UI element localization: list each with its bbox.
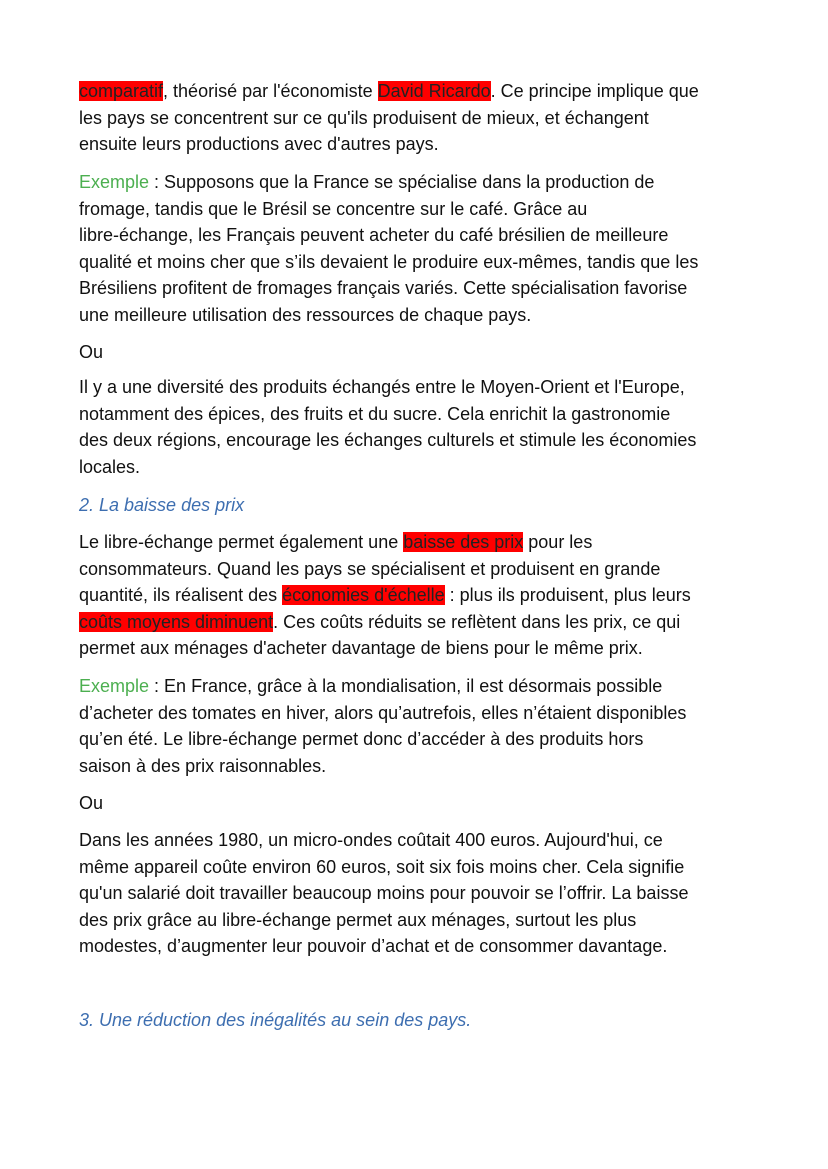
text-segment: Le libre-échange permet également une <box>79 532 404 552</box>
text-line <box>79 827 779 854</box>
text-segment: les pays se concentrent sur ce qu'ils produisent de mieux, et échangent <box>79 107 649 128</box>
text-segment: notamment des épices, des fruits et du sucre. Cela enrichit la gastronomie <box>79 403 671 424</box>
text-segment: consommateurs. Quand les pays se spécialisent et produisent en grande <box>79 558 661 579</box>
text-line <box>79 700 779 727</box>
text-segment: Brésiliens profitent de fromages français variés. Cette spécialisation favorise <box>79 278 688 299</box>
text-line <box>79 635 779 662</box>
text-segment: qu'un salarié doit travailler beaucoup moins pour pouvoir se l’offrir. La baisse <box>79 883 689 904</box>
highlighted-term: baisse des prix <box>403 532 524 552</box>
highlighted-term: David Ricardo <box>377 81 491 101</box>
text-line <box>79 427 779 454</box>
text-line <box>79 302 779 329</box>
highlighted-term: comparatif <box>79 81 164 101</box>
text-line <box>79 726 779 753</box>
text-line <box>79 790 779 817</box>
text-segment: des prix grâce au libre-échange permet aux ménages, surtout les plus <box>79 909 637 930</box>
text-segment: pour les <box>523 532 593 552</box>
highlighted-term: coûts moyens diminuent <box>79 611 274 632</box>
paragraph <box>79 827 779 960</box>
text-segment: libre-échange, les Français peuvent acheter du café brésilien de meilleure <box>79 225 669 246</box>
text-line <box>79 196 779 223</box>
text-line <box>79 1007 779 1034</box>
text-segment: des deux régions, encourage les échanges culturels et stimule les économies <box>79 430 697 451</box>
text-line <box>79 673 779 700</box>
text-line <box>79 880 779 907</box>
text-segment: Ou <box>79 793 104 813</box>
paragraph <box>79 374 779 480</box>
text-line <box>79 339 779 366</box>
text-line <box>79 529 779 556</box>
text-segment: : Supposons que la France se spécialise dans la production de <box>154 172 655 192</box>
text-segment: : En France, grâce à la mondialisation, il est désormais possible <box>154 676 663 696</box>
text-segment: permet aux ménages d'acheter davantage de biens pour le même prix. <box>79 638 643 659</box>
section-heading <box>79 1007 779 1034</box>
text-line <box>79 933 779 960</box>
text-segment: qu’en été. Le libre-échange permet donc d’accéder à des produits hors <box>79 729 644 750</box>
text-line <box>79 105 779 132</box>
text-line <box>79 854 779 881</box>
text-line <box>79 492 779 519</box>
text-line <box>79 401 779 428</box>
text-line <box>79 275 779 302</box>
text-segment: , théorisé par l'économiste <box>163 81 378 101</box>
text-line <box>79 609 779 636</box>
paragraph <box>79 673 779 779</box>
text-segment: . Ce principe implique que <box>490 81 699 101</box>
text-line <box>79 454 779 481</box>
text-segment: 3. Une réduction des inégalités au sein des pays. <box>79 1010 472 1030</box>
highlighted-term: économies d'échelle <box>282 585 445 606</box>
text-line <box>79 169 779 196</box>
text-segment: modestes, d’augmenter leur pouvoir d’achat et de consommer davantage. <box>79 936 668 957</box>
paragraph <box>79 339 779 366</box>
text-segment: même appareil coûte environ 60 euros, soit six fois moins cher. Cela signifie <box>79 856 685 877</box>
text-segment: : plus ils produisent, plus leurs <box>444 585 691 606</box>
paragraph <box>79 529 779 662</box>
example-label: Exemple <box>79 172 155 192</box>
text-segment: ensuite leurs productions avec d'autres pays. <box>79 134 439 155</box>
paragraph <box>79 78 779 158</box>
text-line <box>79 907 779 934</box>
text-segment: Il y a une diversité des produits échangés entre le Moyen-Orient et l'Europe, <box>79 377 685 397</box>
text-segment: fromage, tandis que le Brésil se concentre sur le café. Grâce au <box>79 198 588 219</box>
paragraph <box>79 169 779 329</box>
text-segment: Ou <box>79 342 104 362</box>
example-label: Exemple <box>79 676 155 696</box>
paragraph <box>79 790 779 817</box>
text-segment: saison à des prix raisonnables. <box>79 755 327 776</box>
text-line <box>79 582 779 609</box>
text-segment: une meilleure utilisation des ressources de chaque pays. <box>79 304 532 325</box>
section-heading <box>79 492 779 519</box>
text-segment: quantité, ils réalisent des <box>79 585 283 606</box>
text-line <box>79 556 779 583</box>
text-line <box>79 222 779 249</box>
text-line <box>79 753 779 780</box>
text-line <box>79 131 779 158</box>
text-segment: locales. <box>79 456 141 477</box>
text-line <box>79 374 779 401</box>
text-segment: d’acheter des tomates en hiver, alors qu’autrefois, elles n’étaient disponibles <box>79 702 687 723</box>
text-segment: qualité et moins cher que s’ils devaient le produire eux-mêmes, tandis que les <box>79 251 699 272</box>
text-segment: . Ces coûts réduits se reflètent dans les prix, ce qui <box>273 611 681 632</box>
text-segment: Dans les années 1980, un micro-ondes coûtait 400 euros. Aujourd'hui, ce <box>79 830 663 850</box>
text-segment: 2. La baisse des prix <box>79 495 245 515</box>
text-line <box>79 78 779 105</box>
text-line <box>79 249 779 276</box>
